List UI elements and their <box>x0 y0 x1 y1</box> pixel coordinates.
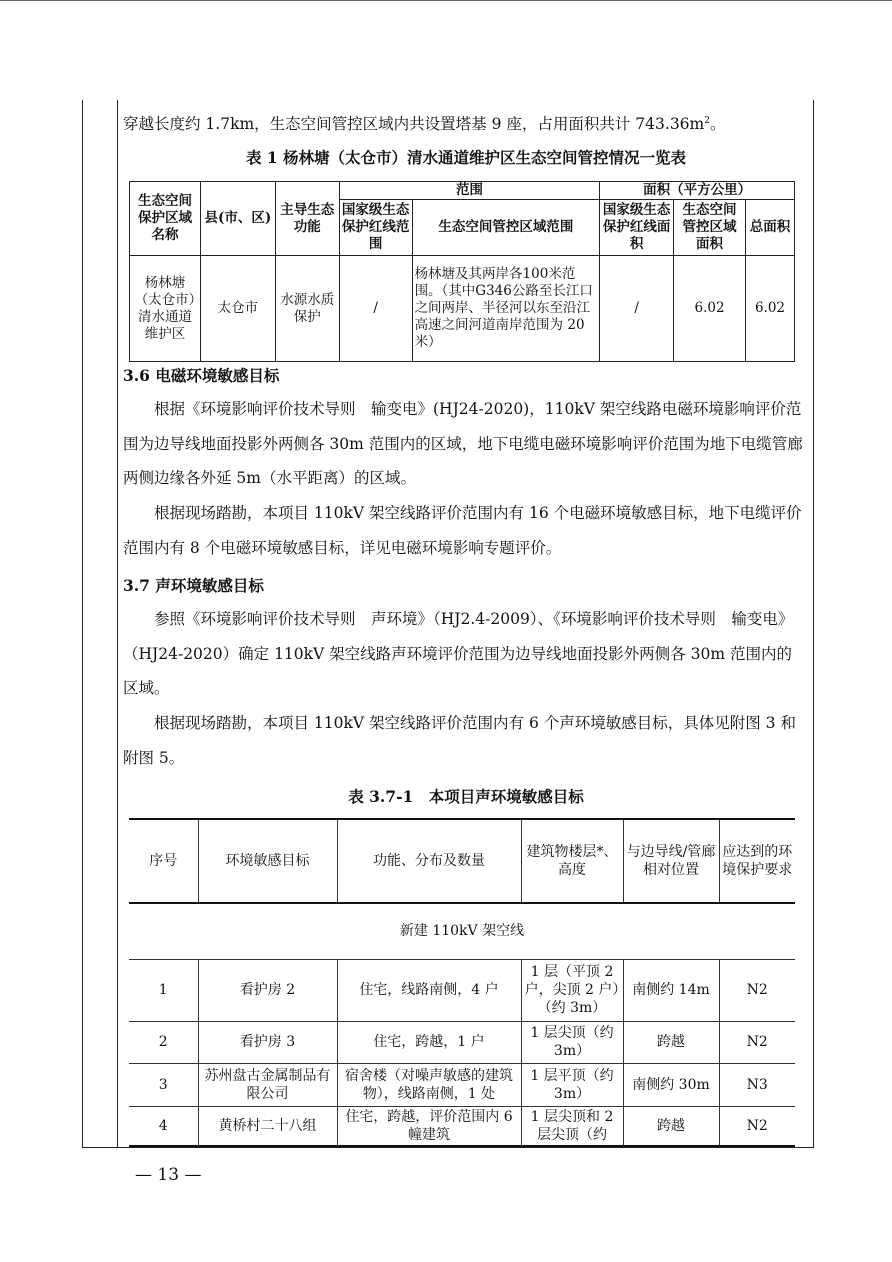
header-control-area: 生态空间管控区域面积 <box>674 200 746 256</box>
table1-caption: 表 1 杨林塘（太仓市）清水通道维护区生态空间管控情况一览表 <box>245 148 687 167</box>
cell-national: / <box>339 256 412 362</box>
row1-no: 1 <box>129 959 198 1021</box>
header-scope: 范围 <box>339 182 600 200</box>
row2-position: 跨越 <box>623 1021 719 1063</box>
top-rule <box>0 0 892 1</box>
section-3-7-title: 3.7 声环境敏感目标 <box>123 576 264 595</box>
header-target: 环境敏感目标 <box>198 819 337 903</box>
row1-target: 看护房 2 <box>198 959 337 1021</box>
header-requirement: 应达到的环境保护要求 <box>719 819 795 903</box>
header-function: 主导生态功能 <box>275 182 339 256</box>
row4-no: 4 <box>129 1106 198 1146</box>
row1-requirement: N2 <box>719 959 795 1021</box>
section-3-6-title: 3.6 电磁环境敏感目标 <box>123 366 280 385</box>
row4-position: 跨越 <box>623 1106 719 1146</box>
frame-inner-rule <box>117 100 118 1148</box>
section-3-7-para-2: 根据现场踏勘，本项目 110kV 架空线路评价范围内有 6 个声环境敏感目标，具体见附图 3 和附图 5。 <box>123 714 796 767</box>
cell-name: 杨林塘（太仓市）清水通道维护区 <box>130 256 201 362</box>
ecological-control-table <box>129 181 795 362</box>
row2-requirement: N2 <box>719 1021 795 1063</box>
subheader-overhead-line: 新建 110kV 架空线 <box>129 903 795 959</box>
cell-county: 太仓市 <box>200 256 275 362</box>
header-national: 国家级生态保护红线范围 <box>339 200 412 256</box>
row2-floors: 1 层尖顶（约 3m） <box>521 1021 623 1063</box>
row1-function: 住宅，线路南侧，4 户 <box>337 959 521 1021</box>
noise-sensitive-targets-table <box>129 818 795 1147</box>
header-position: 与边导线/管廊相对位置 <box>623 819 719 903</box>
header-total-area: 总面积 <box>745 200 794 256</box>
intro-end: 。 <box>709 115 726 134</box>
page-number: — 13 — <box>135 1165 202 1185</box>
row3-position: 南侧约 30m <box>623 1063 719 1106</box>
header-national-area: 国家级生态保护红线面积 <box>600 200 674 256</box>
row3-no: 3 <box>129 1063 198 1106</box>
row2-function: 住宅，跨越，1 户 <box>337 1021 521 1063</box>
row3-function: 宿舍楼（对噪声敏感的建筑物），线路南侧，1 处 <box>337 1063 521 1106</box>
header-function: 功能、分布及数量 <box>337 819 521 903</box>
header-name: 生态空间保护区域名称 <box>130 182 201 256</box>
row1-position: 南侧约 14m <box>623 959 719 1021</box>
header-area: 面积（平方公里） <box>600 182 795 200</box>
table2-caption: 表 3.7-1 本项目声环境敏感目标 <box>348 787 584 806</box>
row2-target: 看护房 3 <box>198 1021 337 1063</box>
section-3-6-para-1: 根据《环境影响评价技术导则 输变电》(HJ24-2020)，110kV 架空线路电磁环境影响评价范围为边导线地面投影外两侧各 30m 范围内的区域，地下电缆电磁环境影响评价范围为地下电缆管廊两侧边缘各外延 5m（水平距离）的区域。 <box>123 400 803 487</box>
row4-target: 黄桥村二十八组 <box>198 1106 337 1146</box>
row4-function: 住宅，跨越，评价范围内 6 幢建筑 <box>337 1106 521 1146</box>
row4-floors: 1 层尖顶和 2 层尖顶（约 <box>521 1106 623 1146</box>
header-floors: 建筑物楼层*、高度 <box>521 819 623 903</box>
row3-floors: 1 层平顶（约 3m） <box>521 1063 623 1106</box>
intro-line <box>123 104 803 142</box>
cell-function: 水源水质保护 <box>275 256 339 362</box>
intro-superscript: 2 <box>704 116 710 126</box>
cell-control-area: 6.02 <box>674 256 746 362</box>
cell-control-scope: 杨林塘及其两岸各100米范围。（其中G346公路至长江口之间两岸、半径河以东至沿江高速之间河道南岸范围为 20 米） <box>412 256 600 362</box>
header-control-scope: 生态空间管控区域范围 <box>412 200 600 256</box>
row4-requirement: N2 <box>719 1106 795 1146</box>
header-county: 县(市、区) <box>200 182 275 256</box>
row2-no: 2 <box>129 1021 198 1063</box>
cell-total-area: 6.02 <box>745 256 794 362</box>
header-no: 序号 <box>129 819 198 903</box>
cell-national-area: / <box>600 256 674 362</box>
row3-requirement: N3 <box>719 1063 795 1106</box>
row1-floors: 1 层（平顶 2 户，尖顶 2 户）（约 3m） <box>521 959 623 1021</box>
row3-target: 苏州盘古金属制品有限公司 <box>198 1063 337 1106</box>
intro-text: 穿越长度约 1.7km，生态空间管控区域内共设置塔基 9 座，占用面积共计 743.36m <box>123 115 705 134</box>
section-3-6-para-2: 根据现场踏勘，本项目 110kV 架空线路评价范围内有 16 个电磁环境敏感目标，地下电缆评价范围内有 8 个电磁环境敏感目标，详见电磁环境影响专题评价。 <box>123 504 802 557</box>
section-3-7-para-1: 参照《环境影响评价技术导则 声环境》（HJ2.4-2009）、《环境影响评价技术导则 输变电》（HJ24-2020）确定 110kV 架空线路声环境评价范围为边导线地面投影外两侧各 30m 范围内的区域。 <box>123 610 794 697</box>
